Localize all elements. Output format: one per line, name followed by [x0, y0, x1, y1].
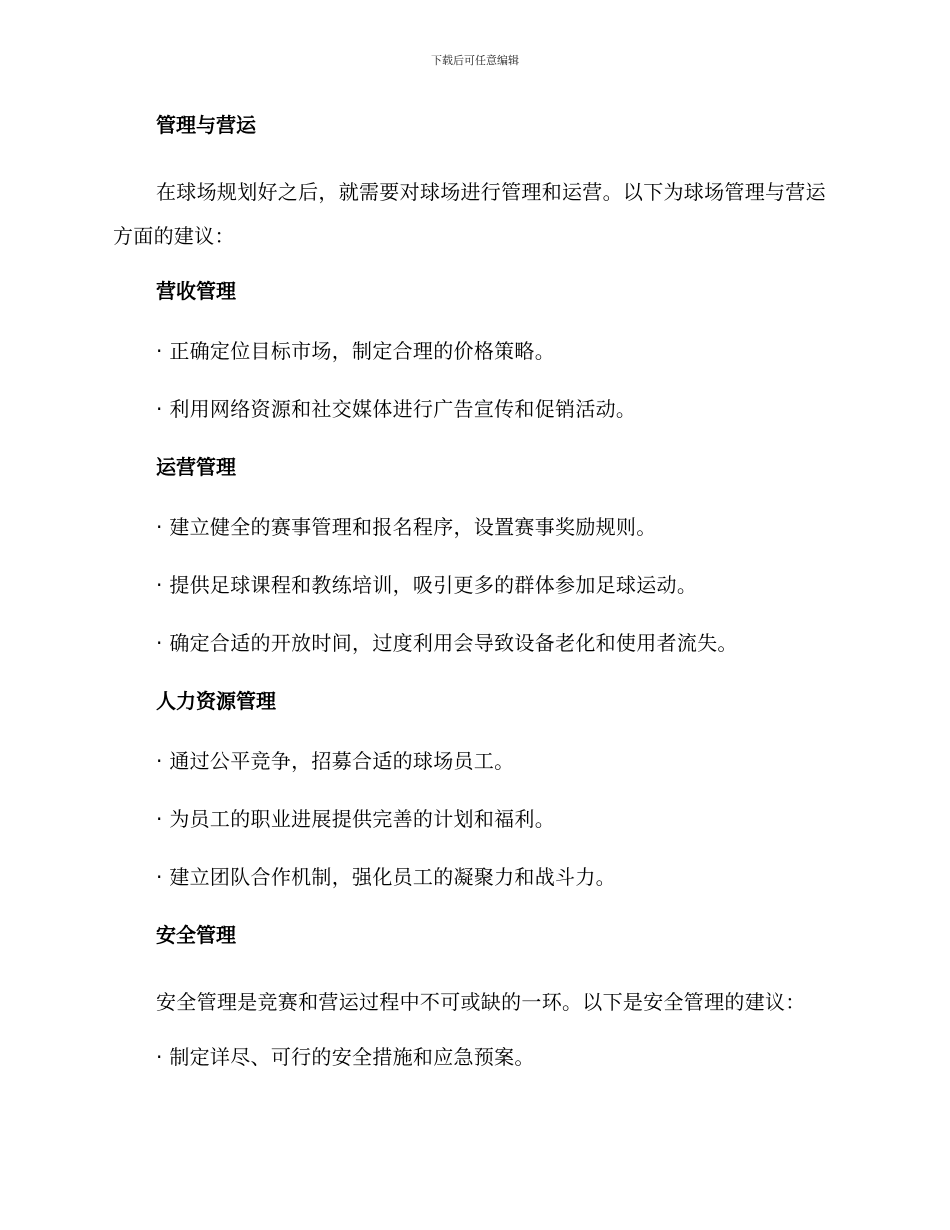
- bullet-item: · 通过公平竞争，招募合适的球场员工。: [156, 749, 515, 773]
- bullet-item: · 建立团队合作机制，强化员工的凝聚力和战斗力。: [156, 865, 616, 889]
- section-heading-safety: 安全管理: [156, 923, 236, 947]
- page-header: 下载后可任意编辑: [431, 54, 519, 67]
- bullet-item: · 制定详尽、可行的安全措施和应急预案。: [156, 1045, 535, 1069]
- bullet-item: · 为员工的职业进展提供完善的计划和福利。: [156, 807, 556, 831]
- section-heading-operations: 运营管理: [156, 455, 236, 479]
- section-intro-safety: 安全管理是竞赛和营运过程中不可或缺的一环。以下是安全管理的建议：: [156, 990, 806, 1014]
- bullet-item: · 提供足球课程和教练培训，吸引更多的群体参加足球运动。: [156, 573, 698, 597]
- bullet-item: · 建立健全的赛事管理和报名程序，设置赛事奖励规则。: [156, 515, 657, 539]
- bullet-item: · 正确定位目标市场，制定合理的价格策略。: [156, 339, 556, 363]
- section-heading-hr: 人力资源管理: [156, 689, 276, 713]
- bullet-item: · 利用网络资源和社交媒体进行广告宣传和促销活动。: [156, 397, 637, 421]
- bullet-item: · 确定合适的开放时间，过度利用会导致设备老化和使用者流失。: [156, 631, 738, 655]
- document-body: [113, 110, 835, 1100]
- section-heading-revenue: 营收管理: [156, 279, 236, 303]
- section-heading-management: 管理与营运: [156, 113, 256, 137]
- section-intro-management: 在球场规划好之后，就需要对球场进行管理和运营。以下为球场管理与营运方面的建议：: [113, 180, 826, 248]
